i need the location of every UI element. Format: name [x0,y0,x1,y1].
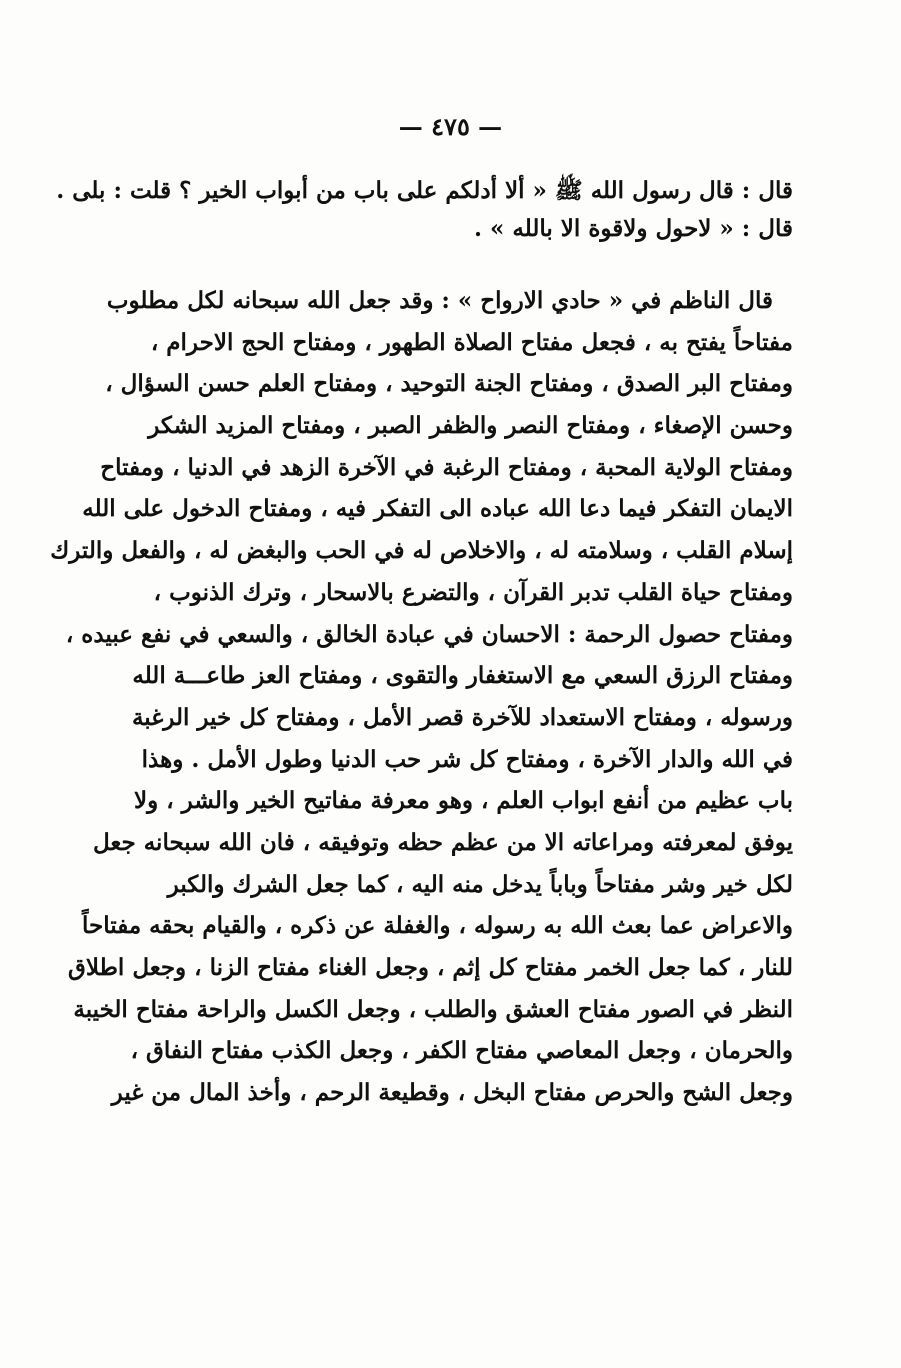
text-line: ومفتاح الرزق السعي مع الاستغفار والتقوى ، ومفتاح العز طاعـــة الله [132,662,793,690]
text-line: النظر في الصور مفتاح العشق والطلب ، وجعل الكسل والراحة مفتاح الخيبة [73,995,793,1023]
text-line: في الله والدار الآخرة ، ومفتاح كل شر حب الدنيا وطول الأمل . وهذا [141,745,793,773]
text-line: إسلام القلب ، وسلامته له ، والاخلاص له في الحب والبغض له ، والفعل والترك [50,537,793,565]
text-line: ومفتاح البر الصدق ، ومفتاح الجنة التوحيد ، ومفتاح العلم حسن السؤال ، [105,370,793,398]
text-line: ومفتاح الولاية المحبة ، ومفتاح الرغبة في الآخرة الزهد في الدنيا ، ومفتاح [100,453,793,481]
text-line: لكل خير وشر مفتاحاً وباباً يدخل منه اليه ، كما جعل الشرك والكبر [167,870,793,898]
text-line: قال الناظم في « حادي الارواح » : وقد جعل الله سبحانه لكل مطلوب [106,287,773,314]
text-line: ومفتاح حصول الرحمة : الاحسان في عبادة الخالق ، والسعي في نفع عبيده ، [65,620,793,648]
text-line: وجعل الشح والحرص مفتاح البخل ، وقطيعة الرحم ، وأخذ المال من غير [111,1079,793,1107]
text-line: يوفق لمعرفته ومراعاته الا من عظم حظه وتوفيقه ، فان الله سبحانه جعل [92,828,793,856]
text-line: باب عظيم من أنفع ابواب العلم ، وهو معرفة مفاتيح الخير والشر ، ولا [134,787,793,815]
text-line: وحسن الإصغاء ، ومفتاح النصر والظفر الصبر ، ومفتاح المزيد الشكر [148,412,793,440]
text-line: قال : « لاحول ولاقوة الا بالله » . [474,215,793,242]
text-line: للنار ، كما جعل الخمر مفتاح كل إثم ، وجعل الغناء مفتاح الزنا ، وجعل اطلاق [68,954,793,981]
text-line: والحرمان ، وجعل المعاصي مفتاح الكفر ، وجعل الكذب مفتاح النفاق ، [130,1037,793,1065]
text-line: قال : قال رسول الله ﷺ « ألا أدلكم على باب من أبواب الخير ؟ قلت : بلى . [56,177,793,204]
main-paragraph [50,280,793,1114]
text-line: والاعراض عما بعث الله به رسوله ، والغفلة عن ذكره ، والقيام بحقه مفتاحاً [82,912,793,940]
text-line: الايمان التفكر فيما دعا الله عباده الى التفكر فيه ، ومفتاح الدخول على الله [82,495,793,523]
page-number: — ٤٧٥ — [398,112,503,141]
text-line: ومفتاح حياة القلب تدبر القرآن ، والتضرع بالاسحار ، وترك الذنوب ، [153,578,793,606]
text-line: ورسوله ، ومفتاح الاستعداد للآخرة قصر الأمل ، ومفتاح كل خير الرغبة [131,703,793,731]
intro-paragraph [56,172,793,248]
text-line: مفتاحاً يفتح به ، فجعل مفتاح الصلاة الطهور ، ومفتاح الحج الاحرام ، [150,328,793,356]
